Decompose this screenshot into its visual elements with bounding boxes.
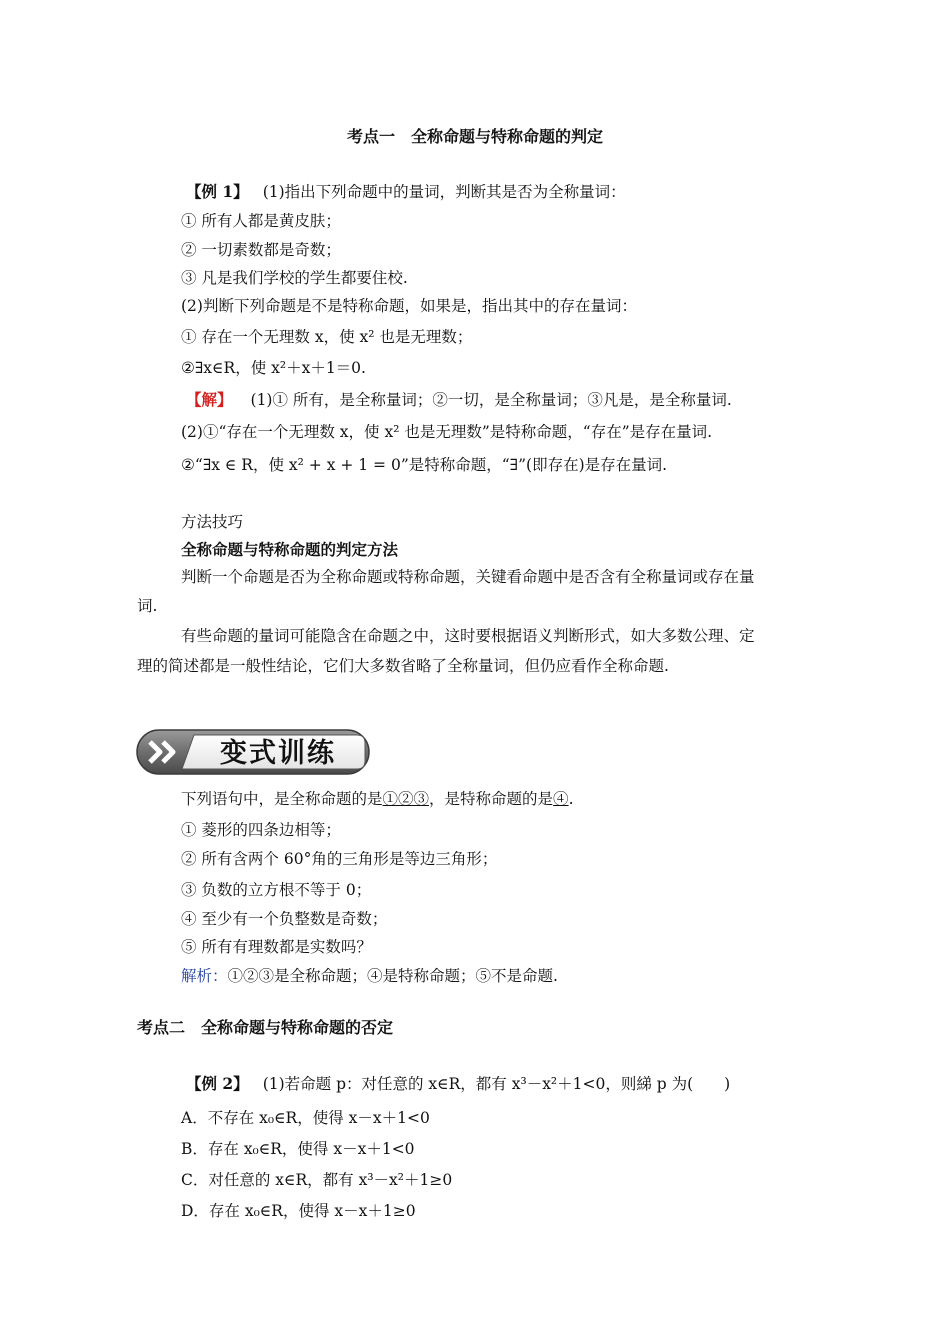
method-para1-line1: 判断一个命题是否为全称命题或特称命题，关键看命题中是否含有全称量词或存在量	[181, 568, 755, 586]
exercise-answer-1: ①②③	[382, 790, 430, 808]
solution-line-1: (1)① 所有，是全称量词；②一切，是全称量词；③凡是，是全称量词.	[250, 391, 732, 409]
example1-part2-item-2: ②∃x∈R，使 x²＋x＋1＝0.	[181, 359, 366, 377]
example1-item-3: ③ 凡是我们学校的学生都要住校.	[181, 269, 408, 287]
solution-line-1-row	[186, 390, 732, 410]
method-para1-line2: 词.	[137, 597, 158, 615]
example2-option-a: A．不存在 x₀∈R，使得 x－x＋1<0	[181, 1109, 430, 1127]
method-label: 方法技巧	[181, 513, 244, 531]
section2-title: 考点二 全称命题与特称命题的否定	[137, 1018, 394, 1037]
exercise-item-2: ② 所有含两个 60°角的三角形是等边三角形；	[181, 850, 498, 868]
method-para2-line1: 有些命题的量词可能隐含在命题之中，这时要根据语义判断形式，如大多数公理、定	[181, 627, 755, 645]
exercise-answer-2: ④	[553, 790, 569, 808]
exercise-prompt	[181, 789, 574, 809]
exercise-analysis	[181, 966, 558, 986]
example1-item-2: ② 一切素数都是奇数；	[181, 241, 341, 259]
method-para2-line2: 理的简述都是一般性结论，它们大多数省略了全称量词，但仍应看作全称命题.	[137, 657, 669, 675]
example2-option-d: D．存在 x₀∈R，使得 x－x＋1≥0	[181, 1202, 416, 1220]
method-heading: 全称命题与特称命题的判定方法	[181, 541, 399, 559]
exercise-prompt-b: ，是特称命题的是	[429, 790, 554, 808]
example1-part1-prompt: (1)指出下列命题中的量词，判断其是否为全称量词：	[262, 183, 626, 201]
example1-part2-item-1: ① 存在一个无理数 x，使 x² 也是无理数；	[181, 328, 473, 346]
banner-label: 变式训练	[220, 738, 336, 769]
solution-line-3: ②“∃x ∈ R，使 x² + x + 1 = 0”是特称命题，“∃”(即存在)是存在量词.	[181, 456, 668, 474]
exercise-item-4: ④ 至少有一个负整数是奇数；	[181, 910, 388, 928]
solution-tag: 【解】	[186, 390, 233, 409]
example1-part2-prompt: (2)判断下列命题是不是特称命题，如果是，指出其中的存在量词：	[181, 297, 637, 315]
example1-tag: 【例 1】	[186, 182, 249, 201]
exercise-item-3: ③ 负数的立方根不等于 0；	[181, 881, 372, 899]
analysis-tag: 解析：	[181, 967, 228, 985]
exercise-prompt-a: 下列语句中，是全称命题的是	[181, 790, 383, 808]
example1-prompt-line	[186, 182, 626, 202]
solution-line-2: (2)①“存在一个无理数 x，使 x² 也是无理数”是特称命题，“存在”是存在量词.	[181, 423, 713, 441]
analysis-text: ①②③是全称命题；④是特称命题；⑤不是命题.	[227, 967, 558, 985]
example2-option-c: C．对任意的 x∈R，都有 x³－x²＋1≥0	[181, 1171, 453, 1189]
exercise-prompt-c: .	[568, 790, 574, 808]
section1-title: 考点一 全称命题与特称命题的判定	[346, 127, 603, 146]
example2-tag: 【例 2】	[186, 1074, 249, 1093]
variant-training-banner	[136, 728, 370, 776]
exercise-item-5: ⑤ 所有有理数都是实数吗？	[181, 938, 372, 956]
example1-item-1: ① 所有人都是黄皮肤；	[181, 212, 341, 230]
example2-prompt-line	[186, 1074, 730, 1094]
example2-prompt: (1)若命题 p：对任意的 x∈R，都有 x³－x²＋1<0，则綈 p 为( )	[262, 1075, 731, 1093]
exercise-item-1: ① 菱形的四条边相等；	[181, 821, 341, 839]
example2-option-b: B．存在 x₀∈R，使得 x－x＋1<0	[181, 1140, 415, 1158]
